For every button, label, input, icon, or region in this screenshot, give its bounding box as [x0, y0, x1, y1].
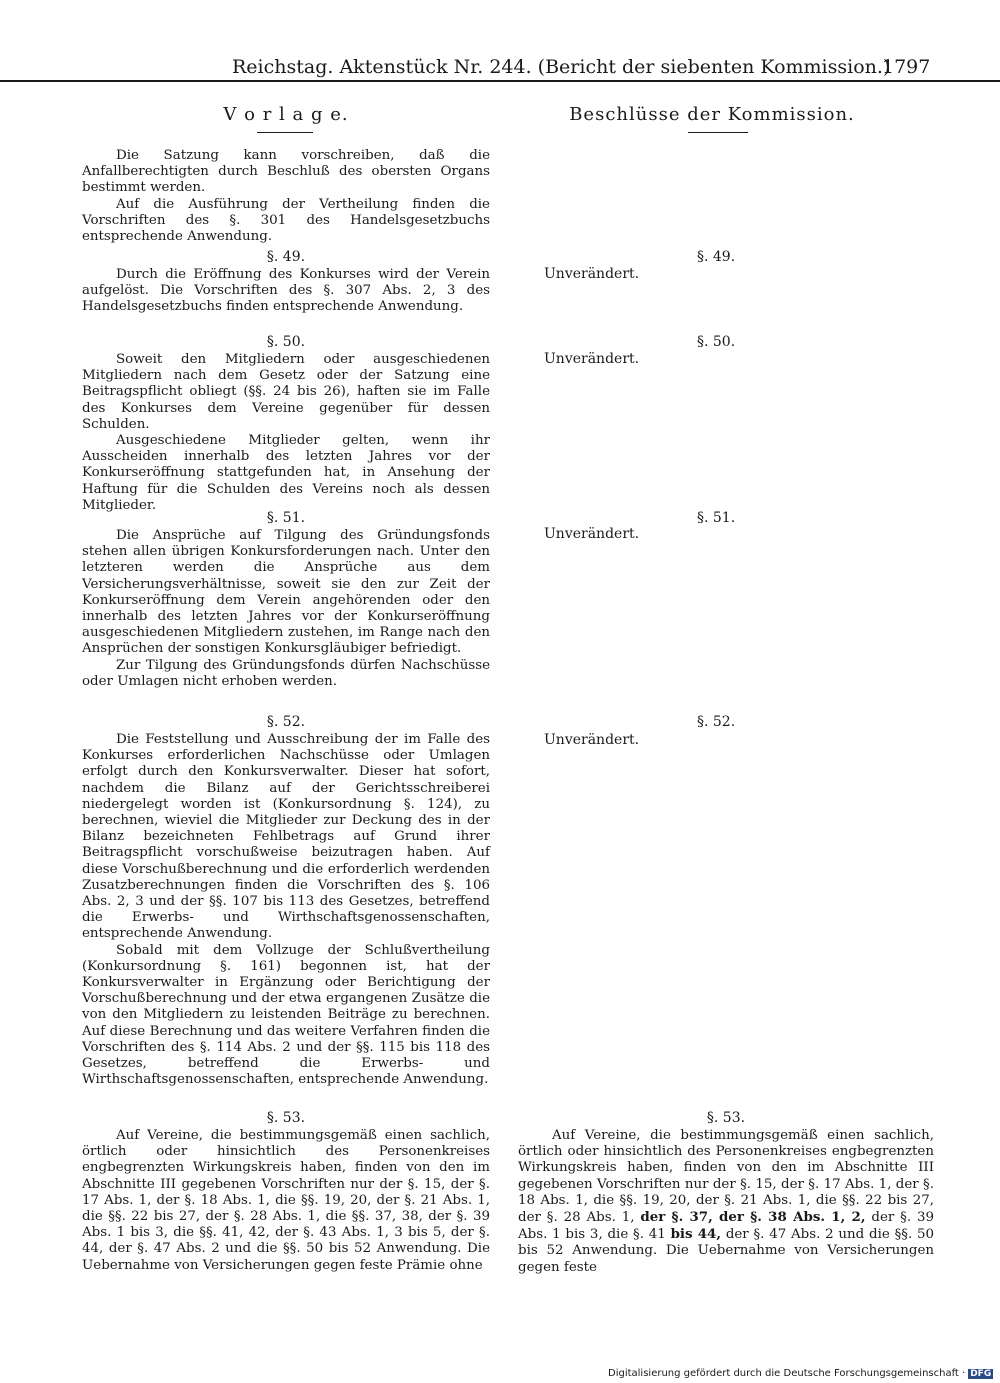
section-52-paragraph-1: Die Feststellung und Ausschreibung der im Falle des Konkurses erforderlichen Nachschüsse oder Umlagen erfolgt durch den Konkursverwalter. Dieser hat sofort, nachdem die Bilanz auf der Gerichtsschreiberei niedergelegt worden ist (Konkursordnung §. 124), zu berechnen, wieviel die Mitglieder zur Deckung des in der Bilanz bezeichneten Fehlbetrags auf Grund ihrer Beitragspflicht vorschußweise beizutragen haben. Auf diese Vorschußberechnung und die erforderlich werdenden Zusatzberechnungen finden die Vorschriften des §. 106 Abs. 2, 3 und der §§. 107 bis 113 des Gesetzes, betreffend die Erwerbs- und Wirthschaftsgenossenschaften, entsprechende Anwendung.: [82, 732, 490, 942]
right-section-53-text-c: der §. 47 Abs. 2 und die §§. 50 bis 52 Anwendung. Die Uebernahme von Versicherungen gegen feste: [518, 1227, 935, 1275]
right-column-title: Beschlüsse der Kommission.: [569, 104, 855, 125]
right-section-51-unchanged: Unverändert.: [544, 526, 640, 542]
right-section-53-amendment-1: der §. 37, der §. 38 Abs. 1, 2,: [640, 1209, 866, 1226]
intro-paragraph-2: Auf die Ausführung der Vertheilung finden die Vorschriften des §. 301 des Handelsgesetzbuchs entsprechende Anwendung.: [82, 196, 490, 245]
right-title-rule: [688, 132, 748, 133]
right-section-50-heading: §. 50.: [697, 334, 736, 350]
digitization-footer: [608, 1368, 993, 1379]
right-section-51-heading: §. 51.: [697, 510, 736, 526]
section-50-paragraph-2: Ausgeschiedene Mitglieder gelten, wenn ihr Ausscheiden innerhalb des letzten Jahres vor der Konkurseröffnung stattgefunden hat, in Ansehung der Haftung für die Schulden des Vereins noch als dessen Mitglieder.: [82, 433, 490, 513]
right-section-53-heading: §. 53.: [706, 1110, 746, 1126]
right-section-53-amendment-2: bis 44,: [670, 1226, 722, 1243]
section-52: [82, 714, 490, 1088]
section-53-heading: §. 53.: [266, 1110, 306, 1126]
section-50-paragraph-1: Soweit den Mitgliedern oder ausgeschiedenen Mitgliedern nach dem Gesetz oder der Satzung eine Beitragspflicht obliegt (§§. 24 bis 26), haften sie im Falle des Konkurses dem Vereine gegenüber für dessen Schulden.: [82, 352, 490, 432]
section-49-paragraph: Durch die Eröffnung des Konkurses wird der Verein aufgelöst. Die Vorschriften des §. 307 Abs. 2, 3 des Handelsgesetzbuchs finden entsprechende Anwendung.: [82, 267, 490, 315]
section-53: [82, 1110, 490, 1274]
right-section-53-text-b: der §. 39 Abs. 1 bis 3, die §. 41: [518, 1210, 935, 1243]
section-51-paragraph-2: Zur Tilgung des Gründungsfonds dürfen Nachschüsse oder Umlagen nicht erhoben werden.: [82, 657, 490, 689]
section-51: [82, 510, 490, 690]
section-52-paragraph-2: Sobald mit dem Vollzuge der Schlußvertheilung (Konkursordnung §. 161) begonnen ist, hat der Konkursverwalter in Ergänzung oder Berichtigung der Vorschußberechnung und der etwa ergangenen Zusätze die von den Mitgliedern zu leistenden Beiträge zu berechnen. Auf diese Berechnung und das weitere Verfahren finden die Vorschriften des §. 114 Abs. 2 und der §§. 115 bis 118 des Gesetzes, betreffend die Erwerbs- und Wirthschaftsgenossenschaften, entsprechende Anwendung.: [82, 942, 490, 1088]
section-50-heading: §. 50.: [266, 334, 306, 350]
right-section-49-unchanged: Unverändert.: [544, 266, 640, 282]
intro-paragraph-1: Die Satzung kann vorschreiben, daß die Anfallberechtigten durch Beschluß des obersten Organs bestimmt werden.: [82, 148, 490, 196]
section-49-heading: §. 49.: [266, 249, 306, 265]
left-column-title: V o r l a g e.: [223, 104, 349, 125]
right-section-50-unchanged: Unverändert.: [544, 351, 640, 367]
left-title-rule: [257, 132, 313, 133]
section-53-paragraph: Auf Vereine, die bestimmungsgemäß einen sachlich, örtlich oder hinsichtlich des Personenkreises engbegrenzten Wirkungskreis haben, finden von den im Abschnitte III gegebenen Vorschriften nur der §. 15, der §. 17 Abs. 1, der §. 18 Abs. 1, die §§. 19, 20, der §. 21 Abs. 1, die §§. 22 bis 27, der §. 28 Abs. 1, die §§. 37, 38, der §. 39 Abs. 1 bis 3, die §§. 41, 42, der §. 43 Abs. 1, 3 bis 5, der §. 44, der §. 47 Abs. 2 und die §§. 50 bis 52 Anwendung. Die Uebernahme von Versicherungen gegen feste Prämie ohne: [82, 1128, 490, 1273]
section-52-heading: §. 52.: [266, 714, 306, 730]
right-section-52-unchanged: Unverändert.: [544, 732, 640, 748]
right-section-52-heading: §. 52.: [697, 714, 736, 730]
section-50: [82, 334, 490, 514]
right-section-53-paragraph: [518, 1128, 934, 1276]
footer-text: Digitalisierung gefördert durch die Deutsche Forschungsgemeinschaft ·: [608, 1368, 966, 1379]
section-51-heading: §. 51.: [266, 510, 306, 526]
section-51-paragraph-1: Die Ansprüche auf Tilgung des Gründungsfonds stehen allen übrigen Konkursforderungen nach. Unter den letzteren werden die Ansprüche aus dem Versicherungsverhältnisse, soweit sie den zur Zeit der Konkurseröffnung dem Verein angehörenden oder den innerhalb des letzten Jahres vor der Konkurseröffnung ausgeschiedenen Mitgliedern zustehen, im Range nach den Ansprüchen der sonstigen Konkursgläubiger befriedigt.: [82, 528, 490, 657]
right-section-53: [518, 1110, 934, 1276]
section-49: [82, 249, 490, 316]
intro-block: [82, 148, 490, 245]
right-section-53-text-a: Auf Vereine, die bestimmungsgemäß einen sachlich, örtlich oder hinsichtlich des Personenkreises engbegrenzten Wirkungskreis haben, finden von den im Abschnitte III gegebenen Vorschriften nur der §. 15, der §. 17 Abs. 1, der §. 18 Abs. 1, die §§. 19, 20, der §. 21 Abs. 1, die §§. 22 bis 27, der §. 28 Abs. 1,: [518, 1128, 934, 1226]
dfg-logo: DFG: [970, 1369, 992, 1379]
right-section-49-heading: §. 49.: [697, 249, 736, 265]
page-number: 1797: [882, 56, 931, 78]
running-title: Reichstag. Aktenstück Nr. 244. (Bericht der siebenten Kommission.): [232, 56, 891, 78]
header-rule: [0, 80, 1000, 82]
